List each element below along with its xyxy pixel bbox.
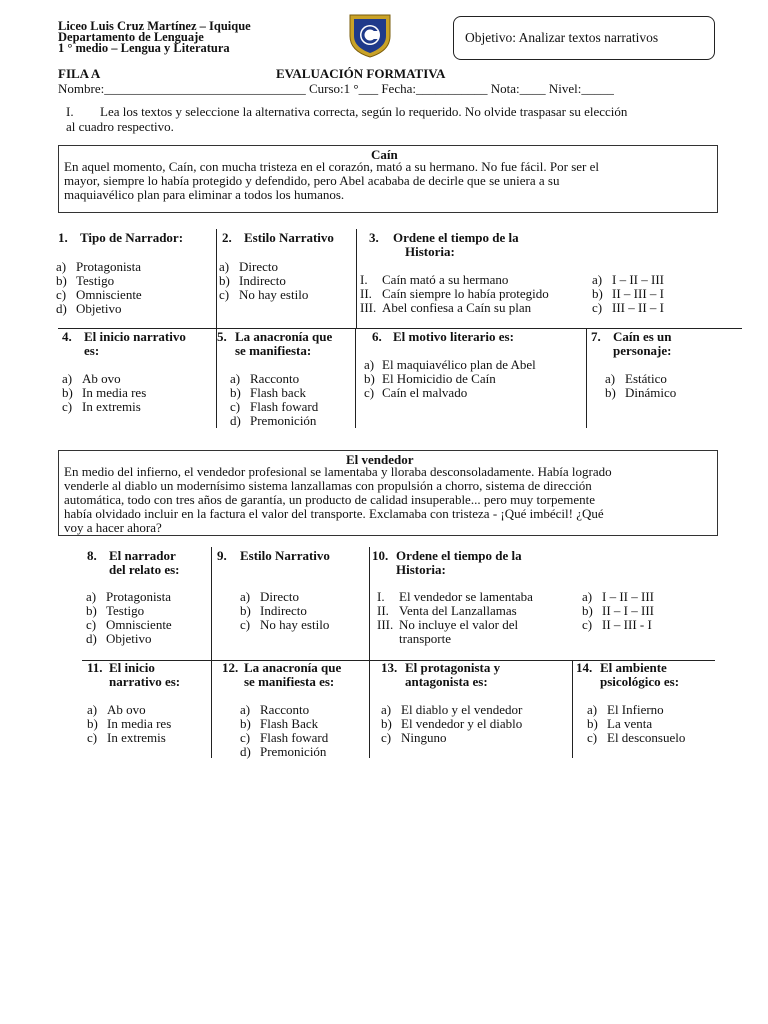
q5-option-a[interactable]: a) Racconto (230, 371, 300, 386)
instruction-number: I. (66, 104, 74, 119)
q12-option-a[interactable]: a) Racconto (240, 702, 310, 717)
q2-option-b[interactable]: b) Indirecto (219, 273, 286, 288)
question-8-number: 8. (87, 548, 97, 563)
question-10-title-2: Historia: (396, 562, 446, 577)
q7-option-a[interactable]: a) Estático (605, 371, 667, 386)
department-name: Departamento de Lenguaje (58, 30, 204, 44)
q1-option-c[interactable]: c) Omnisciente (56, 287, 142, 302)
school-emblem-icon (346, 12, 394, 58)
objective-box (453, 16, 715, 60)
q11-option-a[interactable]: a) Ab ovo (87, 702, 146, 717)
q9-option-a[interactable]: a) Directo (240, 589, 299, 604)
q3-event-3: III. Abel confiesa a Caín su plan (360, 300, 532, 315)
question-4-number: 4. (62, 329, 72, 344)
text-title-cain: Caín (371, 147, 398, 162)
question-12-title-1: La anacronía que (244, 660, 342, 675)
question-7-title-2: personaje: (613, 343, 672, 358)
q14-option-a[interactable]: a) El Infierno (587, 702, 664, 717)
q8-option-b[interactable]: b) Testigo (86, 603, 145, 618)
instruction-text-2: al cuadro respectivo. (66, 119, 174, 134)
q4-option-c[interactable]: c) In extremis (62, 399, 141, 414)
question-5-title-1: La anacronía que (235, 329, 333, 344)
question-14-title-2: psicológico es: (600, 674, 680, 689)
text-title-vendedor: El vendedor (346, 452, 414, 467)
q11-option-c[interactable]: c) In extremis (87, 730, 166, 745)
question-13-title-2: antagonista es: (405, 674, 488, 689)
question-11-title-2: narrativo es: (109, 674, 181, 689)
question-6-number: 6. (372, 329, 382, 344)
q5-option-d[interactable]: d) Premonición (230, 413, 317, 428)
q1-option-a[interactable]: a) Protagonista (56, 259, 141, 274)
q5-option-c[interactable]: c) Flash foward (230, 399, 319, 414)
question-8-title-1: El narrador (109, 548, 176, 563)
q10-event-3-cont: transporte (399, 631, 451, 646)
q12-option-b[interactable]: b) Flash Back (240, 716, 319, 731)
question-3-title-2: Historia: (405, 244, 455, 259)
q10-option-b[interactable]: b) II – I – III (582, 603, 654, 618)
q2-option-a[interactable]: a) Directo (219, 259, 278, 274)
q8-option-d[interactable]: d) Objetivo (86, 631, 152, 646)
objective-text: Objetivo: Analizar textos narrativos (465, 30, 659, 45)
question-13-title-1: El protagonista y (405, 660, 501, 675)
question-11-number: 11. (87, 660, 103, 675)
question-4-title-2: es: (84, 343, 100, 358)
q4-option-b[interactable]: b) In media res (62, 385, 147, 400)
question-10-title-1: Ordene el tiempo de la (396, 548, 522, 563)
question-1-title: Tipo de Narrador: (80, 230, 184, 245)
question-14-title-1: El ambiente (600, 660, 667, 675)
school-header (58, 21, 251, 54)
text-vendedor-line-5: voy a hacer ahora? (64, 520, 162, 535)
text-vendedor-line-4: había olvidado incluir en la factura el valor del transporte. Exclamaba con tristeza - ¡Qué imbécil! ¿Qué (64, 506, 604, 521)
q3-option-a[interactable]: a) I – II – III (592, 272, 664, 287)
q10-event-1: I. El vendedor se lamentaba (377, 589, 533, 604)
question-8-title-2: del relato es: (109, 562, 180, 577)
question-12-title-2: se manifiesta es: (244, 674, 335, 689)
text-cain-line-2: mayor, siempre lo había protegido y defendido, pero Abel acababa de decirle que se uniera a su (64, 173, 560, 188)
question-2-number: 2. (222, 230, 232, 245)
q12-option-c[interactable]: c) Flash foward (240, 730, 329, 745)
text-cain-line-1: En aquel momento, Caín, con mucha tristeza en el corazón, mató a su hermano. No fue fácil. Por ser el (64, 159, 599, 174)
q14-option-b[interactable]: b) La venta (587, 716, 653, 731)
q13-option-a[interactable]: a) El diablo y el vendedor (381, 702, 523, 717)
q3-event-2: II. Caín siempre lo había protegido (360, 286, 549, 301)
q9-option-c[interactable]: c) No hay estilo (240, 617, 330, 632)
q6-option-c[interactable]: c) Caín el malvado (364, 385, 468, 400)
q4-option-a[interactable]: a) Ab ovo (62, 371, 121, 386)
q10-event-2: II. Venta del Lanzallamas (377, 603, 517, 618)
question-2-title: Estilo Narrativo (244, 230, 334, 245)
question-6-title: El motivo literario es: (393, 329, 514, 344)
q3-event-1: I. Caín mató a su hermano (360, 272, 509, 287)
question-9-number: 9. (217, 548, 227, 563)
exam-title: EVALUACIÓN FORMATIVA (276, 66, 446, 81)
q8-option-a[interactable]: a) Protagonista (86, 589, 171, 604)
q2-option-c[interactable]: c) No hay estilo (219, 287, 309, 302)
q1-option-d[interactable]: d) Objetivo (56, 301, 122, 316)
q13-option-b[interactable]: b) El vendedor y el diablo (381, 716, 523, 731)
q3-option-c[interactable]: c) III – II – I (592, 300, 664, 315)
text-cain-line-3: maquiavélico plan para eliminar a todos los humanos. (64, 187, 345, 202)
question-11-title-1: El inicio (109, 660, 155, 675)
question-1-number: 1. (58, 230, 68, 245)
question-4-title-1: El inicio narrativo (84, 329, 186, 344)
student-fields-line: Nombre:_______________________________ Curso:1 °___ Fecha:___________ Nota:____ Nivel:_____ (58, 81, 614, 96)
q10-option-c[interactable]: c) II – III - I (582, 617, 652, 632)
q6-option-b[interactable]: b) El Homicidio de Caín (364, 371, 496, 386)
text-vendedor-line-3: automática, todo con tres años de garantía, un producto de calidad insuperable... pero muy torpemente (64, 492, 596, 507)
question-10-number: 10. (372, 548, 389, 563)
question-7-title-1: Caín es un (613, 329, 672, 344)
course-name: 1 ° medio – Lengua y Literatura (58, 41, 230, 55)
school-name: Liceo Luis Cruz Martínez – Iquique (58, 19, 251, 33)
question-13-number: 13. (381, 660, 398, 675)
question-5-title-2: se manifiesta: (235, 343, 312, 358)
question-12-number: 12. (222, 660, 239, 675)
q8-option-c[interactable]: c) Omnisciente (86, 617, 172, 632)
q10-option-a[interactable]: a) I – II – III (582, 589, 654, 604)
q3-option-b[interactable]: b) II – III – I (592, 286, 664, 301)
question-5-number: 5. (217, 329, 227, 344)
q6-option-a[interactable]: a) El maquiavélico plan de Abel (364, 357, 536, 372)
instruction-text-1: Lea los textos y seleccione la alternativa correcta, según lo requerido. No olvide traspasar su elección (100, 104, 628, 119)
fila-label: FILA A (58, 66, 101, 81)
q11-option-b[interactable]: b) In media res (87, 716, 172, 731)
q1-option-b[interactable]: b) Testigo (56, 273, 115, 288)
text-vendedor-line-2: venderle al diablo un modernísimo sistema lanzallamas con propulsión a chorro, sistema de dirección (64, 478, 592, 493)
q9-option-b[interactable]: b) Indirecto (240, 603, 307, 618)
q5-option-b[interactable]: b) Flash back (230, 385, 306, 400)
question-9-title: Estilo Narrativo (240, 548, 330, 563)
question-14-number: 14. (576, 660, 593, 675)
q10-event-3: III. No incluye el valor del (377, 617, 519, 632)
question-7-number: 7. (591, 329, 601, 344)
question-3-title-1: Ordene el tiempo de la (393, 230, 519, 245)
q13-option-c[interactable]: c) Ninguno (381, 730, 447, 745)
text-vendedor-line-1: En medio del infierno, el vendedor profesional se lamentaba y lloraba desconsoladamente. Había logrado (64, 464, 612, 479)
q14-option-c[interactable]: c) El desconsuelo (587, 730, 686, 745)
q12-option-d[interactable]: d) Premonición (240, 744, 327, 759)
q7-option-b[interactable]: b) Dinámico (605, 385, 677, 400)
question-3-number: 3. (369, 230, 379, 245)
